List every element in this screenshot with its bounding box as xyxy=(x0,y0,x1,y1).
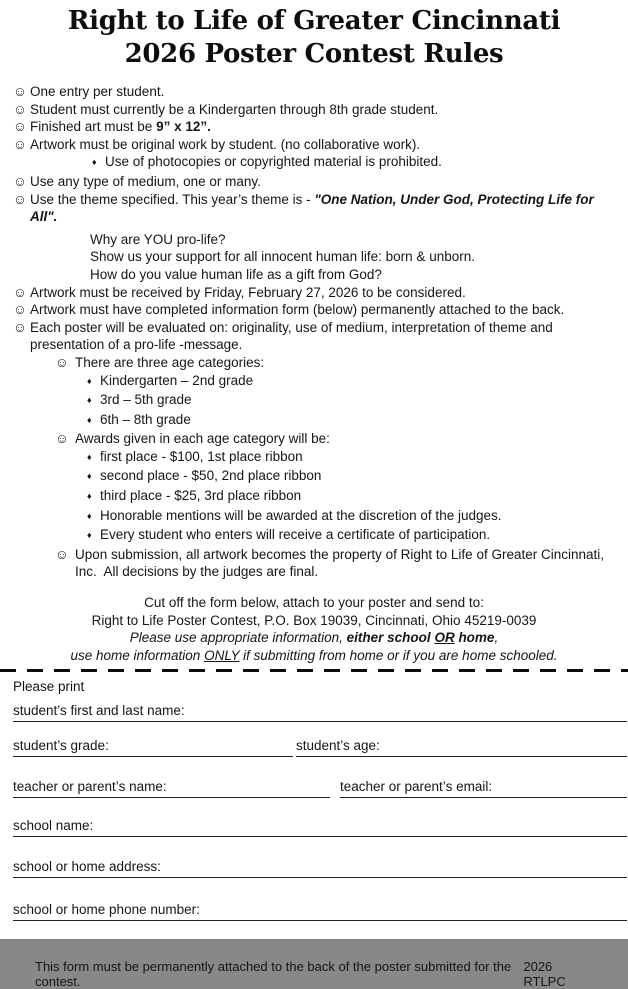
smiley-bullet-icon: ☺ xyxy=(13,284,27,300)
diamond-bullet-icon: ♦ xyxy=(87,530,92,541)
text-segment: 3rd – 5th grade xyxy=(100,392,192,408)
text-segment: third place - $25, 3rd place ribbon xyxy=(100,488,302,504)
text-segment: Use of photocopies or copyrighted material is prohibited. xyxy=(105,154,442,170)
diamond-bullet-icon: ♦ xyxy=(87,414,92,425)
rule-item xyxy=(13,526,622,546)
text-segment: 6th – 8th grade xyxy=(100,411,191,427)
text-segment: Every student who enters will receive a certificate of participation. xyxy=(100,527,491,543)
school-name-label: school name: xyxy=(13,818,94,834)
text-segment: Right to Life Poster Contest, P.O. Box 19039, Cincinnati, Ohio 45219-0039 xyxy=(91,612,537,628)
rule-item xyxy=(13,354,622,372)
teacher-email-field xyxy=(340,779,627,798)
diamond-bullet-icon: ♦ xyxy=(87,375,92,386)
mailing-instructions xyxy=(0,594,628,664)
rule-item xyxy=(13,448,622,468)
teacher-name-field xyxy=(13,779,330,798)
rule-item xyxy=(13,546,622,581)
teacher-email-label: teacher or parent’s email: xyxy=(340,779,493,795)
address-field xyxy=(13,859,627,878)
rule-item xyxy=(13,391,622,411)
rule-item xyxy=(13,319,622,354)
text-segment: One entry per student. xyxy=(30,84,165,99)
text-segment: second place - $50, 2nd place ribbon xyxy=(100,468,322,484)
smiley-bullet-icon: ☺ xyxy=(55,354,69,370)
student-name-label: student’s first and last name: xyxy=(13,703,185,719)
text-segment: OR xyxy=(434,630,455,646)
text-segment: Show us your support for all innocent human life: born & unborn. xyxy=(90,249,475,265)
rule-item xyxy=(13,411,622,431)
diamond-bullet-icon: ♦ xyxy=(87,491,92,502)
rule-item xyxy=(13,487,622,507)
smiley-bullet-icon: ☺ xyxy=(13,173,27,189)
text-segment: Each poster will be evaluated on: originality, use of medium, interpretation of theme and presentation of a pro-life -message. xyxy=(30,319,553,353)
rule-item xyxy=(13,301,622,319)
form-row-teacher-parent xyxy=(13,779,627,798)
text-segment: Awards given in each age category will be: xyxy=(75,431,330,447)
text-segment: Student must currently be a Kindergarten through 8th grade student. xyxy=(30,101,439,117)
page-title-line2: 2026 Poster Contest Rules xyxy=(124,39,504,69)
diamond-bullet-icon: ♦ xyxy=(87,510,92,521)
mailing-line xyxy=(0,594,628,612)
text-segment: Finished art must be xyxy=(30,119,157,135)
rule-item xyxy=(13,83,622,101)
rule-item xyxy=(13,118,622,136)
smiley-bullet-icon: ☺ xyxy=(13,101,27,117)
text-segment: Kindergarten – 2nd grade xyxy=(100,372,254,388)
form-row-grade-age xyxy=(13,738,627,757)
smiley-bullet-icon: ☺ xyxy=(13,84,27,99)
student-grade-field xyxy=(13,738,293,757)
text-segment: "One Nation, Under God, Protecting Life for All". xyxy=(30,191,594,225)
text-segment: How do you value human life as a gift from God? xyxy=(90,266,382,282)
text-segment: Use the theme specified. This year’s theme is - xyxy=(30,191,315,207)
smiley-bullet-icon: ☺ xyxy=(13,191,27,207)
text-segment: Please use appropriate information, xyxy=(129,630,347,646)
smiley-bullet-icon: ☺ xyxy=(13,119,27,135)
form-row-address xyxy=(13,859,627,878)
smiley-bullet-icon: ☺ xyxy=(13,136,27,152)
text-segment: home xyxy=(454,630,495,646)
text-segment: Cut off the form below, attach to your poster and send to: xyxy=(144,595,484,611)
diamond-bullet-icon: ♦ xyxy=(87,395,92,406)
smiley-bullet-icon: ☺ xyxy=(13,302,27,318)
please-print-note: Please print xyxy=(13,679,85,695)
form-row-student-name xyxy=(13,703,627,722)
page-title xyxy=(0,0,628,71)
student-grade-label: student’s grade: xyxy=(13,738,109,754)
entry-form xyxy=(13,678,627,989)
rule-item xyxy=(13,173,622,191)
smiley-bullet-icon: ☺ xyxy=(55,546,69,562)
rule-item xyxy=(13,372,622,392)
rule-item xyxy=(13,248,622,266)
rules-list xyxy=(13,83,622,581)
text-segment: first place - $100, 1st place ribbon xyxy=(100,448,303,464)
rule-item xyxy=(13,467,622,487)
text-segment: Honorable mentions will be awarded at the discretion of the judges. xyxy=(100,507,502,523)
text-segment: either school xyxy=(346,630,435,646)
text-segment: Why are YOU pro-life? xyxy=(90,231,226,247)
form-footer xyxy=(13,959,627,989)
diamond-bullet-icon: ♦ xyxy=(92,157,97,168)
rule-item xyxy=(13,507,622,527)
student-age-field xyxy=(296,738,627,757)
mailing-line xyxy=(0,647,628,665)
teacher-name-label: teacher or parent’s name: xyxy=(13,779,167,795)
student-age-label: student’s age: xyxy=(296,738,380,754)
text-segment: use home information xyxy=(70,647,205,663)
text-segment: Upon submission, all artwork becomes the property of Right to Life of Greater Cincinnati, Inc. All decisions by the judges are final. xyxy=(75,546,604,580)
student-name-field xyxy=(13,703,627,722)
mailing-line xyxy=(0,612,628,630)
form-code: 2026 RTLPC xyxy=(523,959,566,989)
text-segment: if submitting from home or if you are home schooled. xyxy=(239,647,558,663)
phone-label: school or home phone number: xyxy=(13,902,200,918)
form-row-phone xyxy=(13,902,627,921)
diamond-bullet-icon: ♦ xyxy=(87,471,92,482)
smiley-bullet-icon: ☺ xyxy=(55,431,69,447)
smiley-bullet-icon: ☺ xyxy=(13,319,27,335)
text-segment: Artwork must be received by Friday, February 27, 2026 to be considered. xyxy=(30,284,466,300)
text-segment: , xyxy=(494,630,499,646)
mailing-line xyxy=(0,629,628,647)
rule-item xyxy=(13,430,622,448)
text-segment: Artwork must be original work by student. (no collaborative work). xyxy=(30,136,421,152)
rule-item xyxy=(13,284,622,302)
rule-item xyxy=(13,231,622,249)
rule-item xyxy=(13,266,622,284)
phone-field xyxy=(13,902,627,921)
text-segment: 9” x 12”. xyxy=(156,119,211,135)
text-segment: Artwork must have completed information form (below) permanently attached to the back. xyxy=(30,302,565,318)
rule-item xyxy=(13,136,622,154)
page-title-line1: Right to Life of Greater Cincinnati xyxy=(67,6,561,36)
rule-item xyxy=(13,101,622,119)
school-name-field xyxy=(13,818,627,837)
cut-line-divider xyxy=(0,669,628,672)
text-segment: Use any type of medium, one or many. xyxy=(30,173,261,189)
form-row-school-name xyxy=(13,818,627,837)
address-label: school or home address: xyxy=(13,859,161,875)
rule-item xyxy=(13,191,622,226)
attachment-note: This form must be permanently attached to the back of the poster submitted for the contest. xyxy=(35,959,512,989)
text-segment: There are three age categories: xyxy=(75,354,265,370)
rule-item xyxy=(13,153,622,173)
diamond-bullet-icon: ♦ xyxy=(87,451,92,462)
text-segment: ONLY xyxy=(204,647,240,663)
